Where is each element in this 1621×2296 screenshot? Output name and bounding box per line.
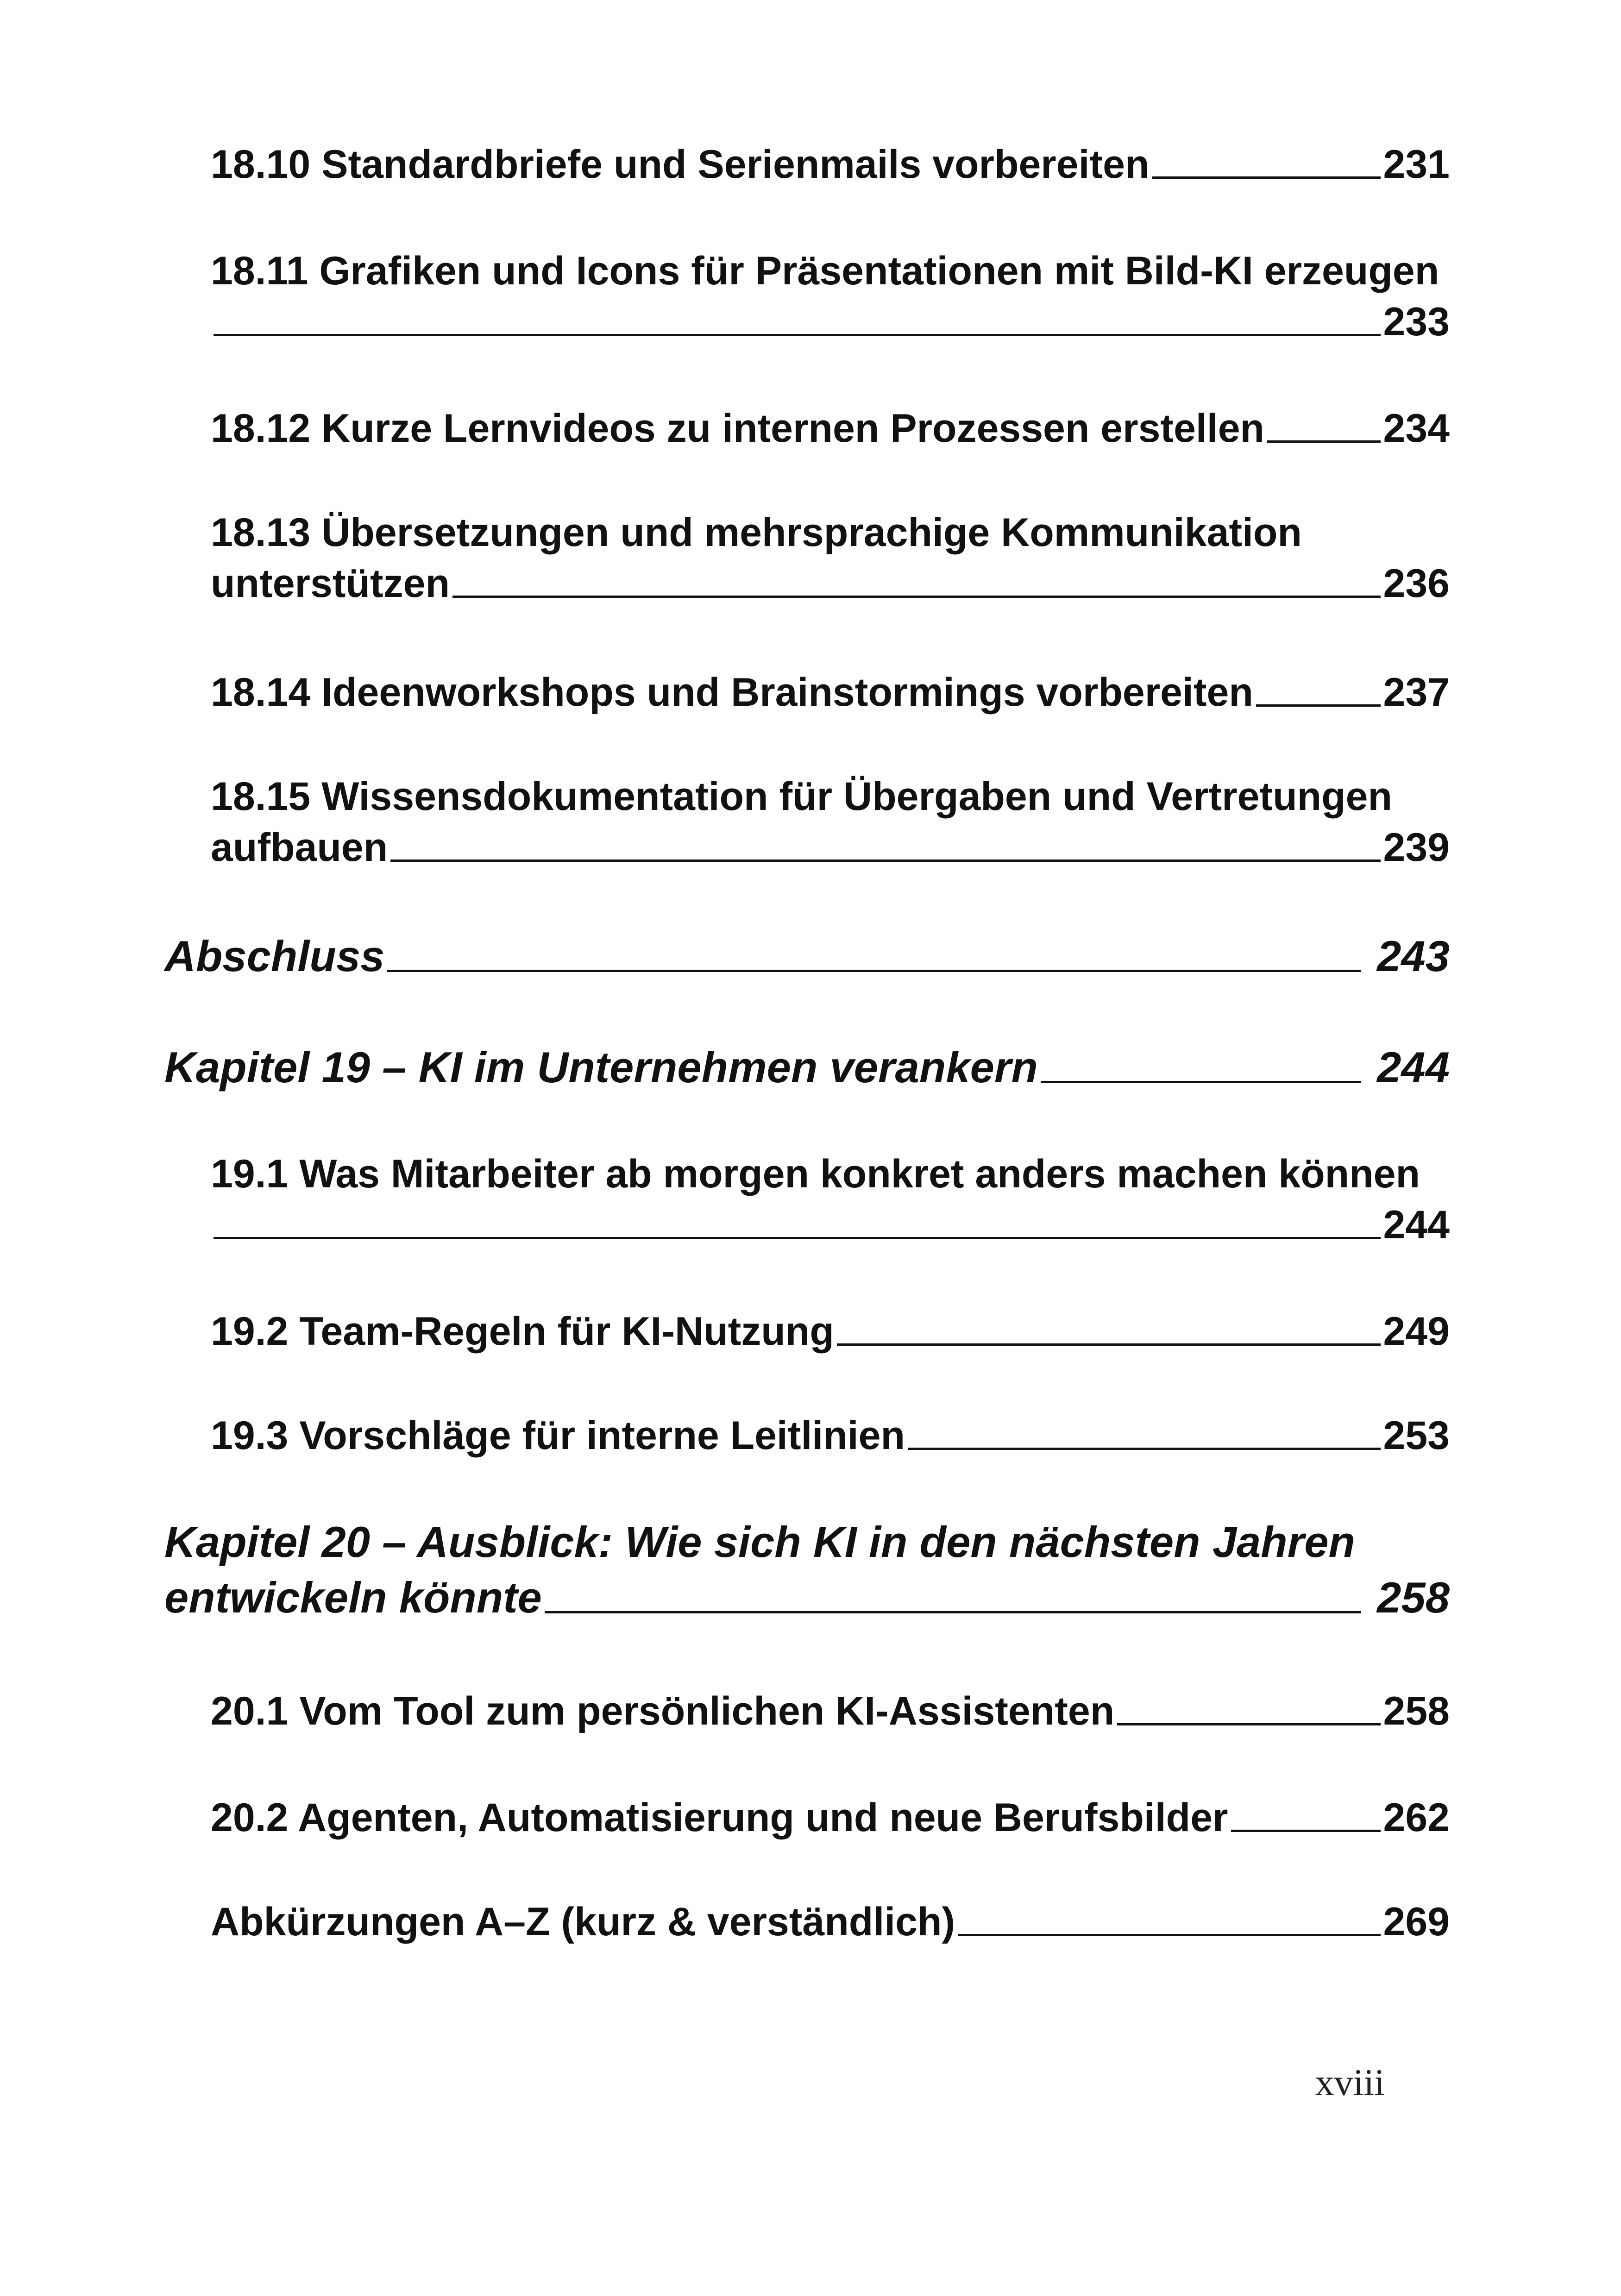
toc-entry-line: [211, 667, 1450, 718]
toc-entry-line: [211, 1410, 1450, 1461]
toc-entry-title: 19.1 Was Mitarbeiter ab morgen konkret anders machen können: [211, 1152, 1420, 1196]
toc-entry-title: 18.13 Übersetzungen und mehrsprachige Kommunikation: [211, 510, 1302, 555]
toc-leader-line: [452, 596, 1381, 598]
toc-entry-line: [164, 1514, 1450, 1570]
toc-leader-line: [545, 1611, 1361, 1613]
toc-entry-title: 20.1 Vom Tool zum persönlichen KI-Assistenten: [211, 1689, 1115, 1733]
toc-entry-line: [164, 928, 1450, 984]
toc-page-number: 237: [1383, 670, 1450, 715]
toc-section-entry[interactable]: [211, 403, 1450, 454]
toc-leader-line: [214, 334, 1381, 336]
toc-entry-line: [164, 1570, 1450, 1625]
toc-section-entry[interactable]: [211, 245, 1450, 347]
page-number: xviii: [1315, 2061, 1385, 2103]
toc-section-entry[interactable]: [211, 1896, 1450, 1947]
toc-entry-title: unterstützen: [211, 561, 450, 606]
toc-entry-line: [211, 507, 1450, 558]
toc-entry-title: 20.2 Agenten, Automatisierung und neue Berufsbilder: [211, 1795, 1228, 1840]
toc-leader-line: [908, 1448, 1380, 1450]
toc-section-entry[interactable]: [211, 139, 1450, 190]
toc-entry-line: [164, 1040, 1450, 1095]
toc-chapter-entry[interactable]: [164, 1514, 1450, 1626]
toc-page-number: 258: [1377, 1573, 1450, 1622]
toc-entry-title: Abschluss: [164, 932, 385, 980]
toc-entry-line: [211, 822, 1450, 873]
toc-entry-line: [211, 1306, 1450, 1357]
toc-section-entry[interactable]: [211, 1306, 1450, 1357]
toc-leader-line: [214, 1237, 1381, 1239]
toc-section-entry[interactable]: [211, 1686, 1450, 1737]
toc-entry-title: 19.3 Vorschläge für interne Leitlinien: [211, 1413, 905, 1458]
toc-section-entry[interactable]: [211, 507, 1450, 609]
toc-leader-line: [958, 1934, 1380, 1936]
toc-chapter-entry[interactable]: [164, 928, 1450, 984]
toc-entry-line: [211, 558, 1450, 609]
toc-entry-title: 18.15 Wissensdokumentation für Übergaben und Vertretungen: [211, 774, 1393, 819]
toc-entry-title: Abkürzungen A–Z (kurz & verständlich): [211, 1900, 955, 1944]
toc-entry-line: [211, 139, 1450, 190]
toc-leader-line: [837, 1343, 1381, 1346]
toc-leader-line: [1256, 704, 1381, 707]
toc-page-number: 236: [1383, 561, 1450, 606]
toc-page-number: 234: [1383, 406, 1450, 451]
toc-entry-line: [211, 403, 1450, 454]
toc-leader-line: [1152, 176, 1381, 179]
toc-section-entry[interactable]: [211, 1792, 1450, 1843]
toc-page-number: 249: [1383, 1309, 1450, 1354]
toc-entry-title: 18.10 Standardbriefe und Serienmails vorbereiten: [211, 142, 1150, 187]
toc-entry-title: entwickeln könnte: [164, 1573, 542, 1622]
toc-leader-line: [1231, 1830, 1381, 1832]
toc-page-number: 258: [1383, 1689, 1450, 1733]
toc-leader-line: [1267, 440, 1380, 443]
toc-entry-line: [211, 1148, 1450, 1199]
toc-page-number: 243: [1377, 932, 1450, 980]
toc-entry-line: [211, 245, 1450, 296]
toc-entry-title: 18.12 Kurze Lernvideos zu internen Prozessen erstellen: [211, 406, 1265, 451]
toc-entry-title: 18.11 Grafiken und Icons für Präsentationen mit Bild-KI erzeugen: [211, 249, 1439, 293]
toc-page-number: 262: [1383, 1795, 1450, 1840]
toc-page-number: 253: [1383, 1413, 1450, 1458]
toc-entry-title: 19.2 Team-Regeln für KI-Nutzung: [211, 1309, 834, 1354]
toc-leader-line: [1117, 1723, 1380, 1725]
toc-page-number: 244: [1383, 1203, 1450, 1248]
toc-section-entry[interactable]: [211, 771, 1450, 873]
toc-leader-line: [1041, 1081, 1361, 1083]
toc-entry-line: [211, 771, 1450, 822]
toc-section-entry[interactable]: [211, 1410, 1450, 1461]
toc-page-number: 244: [1377, 1043, 1450, 1092]
toc-leader-line: [390, 859, 1380, 862]
toc-entry-title: Kapitel 19 – KI im Unternehmen verankern: [164, 1043, 1038, 1092]
toc-entry-title: Kapitel 20 – Ausblick: Wie sich KI in den nächsten Jahren: [164, 1518, 1355, 1566]
toc-entry-title: 18.14 Ideenworkshops und Brainstormings vorbereiten: [211, 670, 1253, 715]
toc-section-entry[interactable]: [211, 667, 1450, 718]
toc-page-number: 239: [1383, 825, 1450, 870]
toc-entry-line: [211, 1792, 1450, 1843]
toc-entry-line: [211, 1896, 1450, 1947]
toc-page-number: 233: [1383, 300, 1450, 345]
toc-entry-title: aufbauen: [211, 825, 388, 870]
toc-entry-line: [211, 296, 1450, 347]
toc-entry-line: [211, 1686, 1450, 1737]
toc-entry-line: [211, 1199, 1450, 1250]
toc-page-number: 269: [1383, 1900, 1450, 1944]
toc-leader-line: [387, 970, 1361, 972]
toc-chapter-entry[interactable]: [164, 1040, 1450, 1095]
toc-section-entry[interactable]: [211, 1148, 1450, 1250]
toc-page-number: 231: [1383, 142, 1450, 187]
